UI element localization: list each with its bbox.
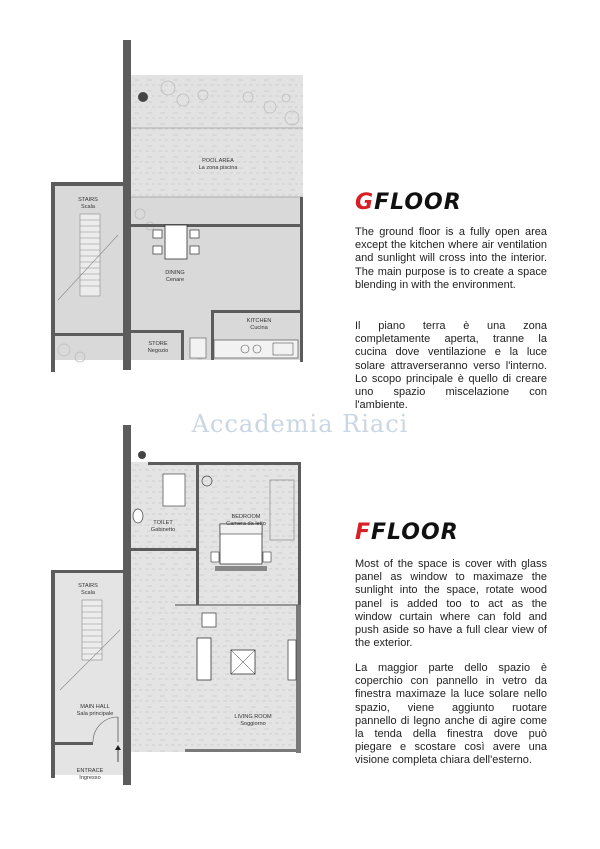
ground-floor-title-accent: G: [355, 190, 375, 215]
ff-mainhall-label: MAIN HALL: [80, 704, 110, 710]
gf-dining-label: DINING: [165, 270, 185, 276]
gf-dining-label-it: Cenare: [165, 277, 185, 283]
first-floor-title-rest: FLOOR: [371, 520, 459, 545]
ff-mainhall-label-it: Sala principale: [76, 711, 114, 717]
ff-living-label-it: Soggiorno: [240, 721, 266, 727]
gf-pool-label: POOL AREA: [202, 158, 234, 164]
ff-toilet-label-it: Gabinetto: [150, 527, 176, 533]
ff-toilet-label: TOILET: [153, 520, 173, 526]
first-floor-text-en: Most of the space is cover with glass panel as window to maximaze the sunlight into the space, rotate wood panel is added too to act as the window curtain where can fold and push aside so have a full clear view of the exterior.: [355, 558, 547, 650]
gf-pool-label-it: La zona piscina: [198, 165, 238, 171]
gf-store-label-it: Negozio: [147, 348, 169, 354]
gf-kitchen-label-it: Cucina: [250, 325, 268, 331]
first-floor-title: [355, 520, 459, 545]
ff-bedroom-label-it: Camera da letto: [226, 521, 266, 527]
ff-entrace-label-it: Ingresso: [79, 775, 101, 781]
ground-floor-title-rest: FLOOR: [374, 190, 462, 215]
gf-stairs-label-it: Scala: [81, 204, 95, 210]
ground-floor-text-it: Il piano terra è una zona completamente aperta, tranne la cucina dove ventilazione e la luce solare attraverseranno verso l'interno. Lo scopo principale è quello di creare uno spazio miscelazione con l'ambiente.: [355, 320, 547, 412]
ground-floor-title: [355, 190, 462, 215]
ground-floor-text-en: The ground floor is a fully open area except the kitchen where air ventilation and sunlight will cross into the interior. The main purpose is to create a space blending in with the environment.: [355, 226, 547, 291]
gf-stairs-label: STAIRS: [78, 197, 98, 203]
first-floor-text-it: La maggior parte dello spazio è coperchio con pannello in vetro da finestra maximaze la luce solare nello spazio, viene aggiunto ruotare pannello di legno anche di agire come la tenda della finestra dove può piegare e scostare così avere una visione completa chiara dell'esterno.: [355, 662, 547, 767]
gf-kitchen-label: KITCHEN: [246, 318, 272, 324]
ground-floor-plan: [51, 40, 303, 372]
ff-stairs-label: STAIRS: [78, 583, 98, 589]
watermark: Accademia Riaci: [191, 410, 409, 438]
ff-bedroom-label: BEDROOM: [231, 514, 261, 520]
ff-entrace-label: ENTRACE: [76, 768, 104, 774]
gf-store-label: STORE: [148, 341, 168, 347]
ff-stairs-label-it: Scala: [81, 590, 95, 596]
first-floor-plan: [51, 425, 301, 785]
first-floor-title-accent: F: [355, 520, 372, 545]
ff-living-label: LIVING ROOM: [234, 714, 272, 720]
